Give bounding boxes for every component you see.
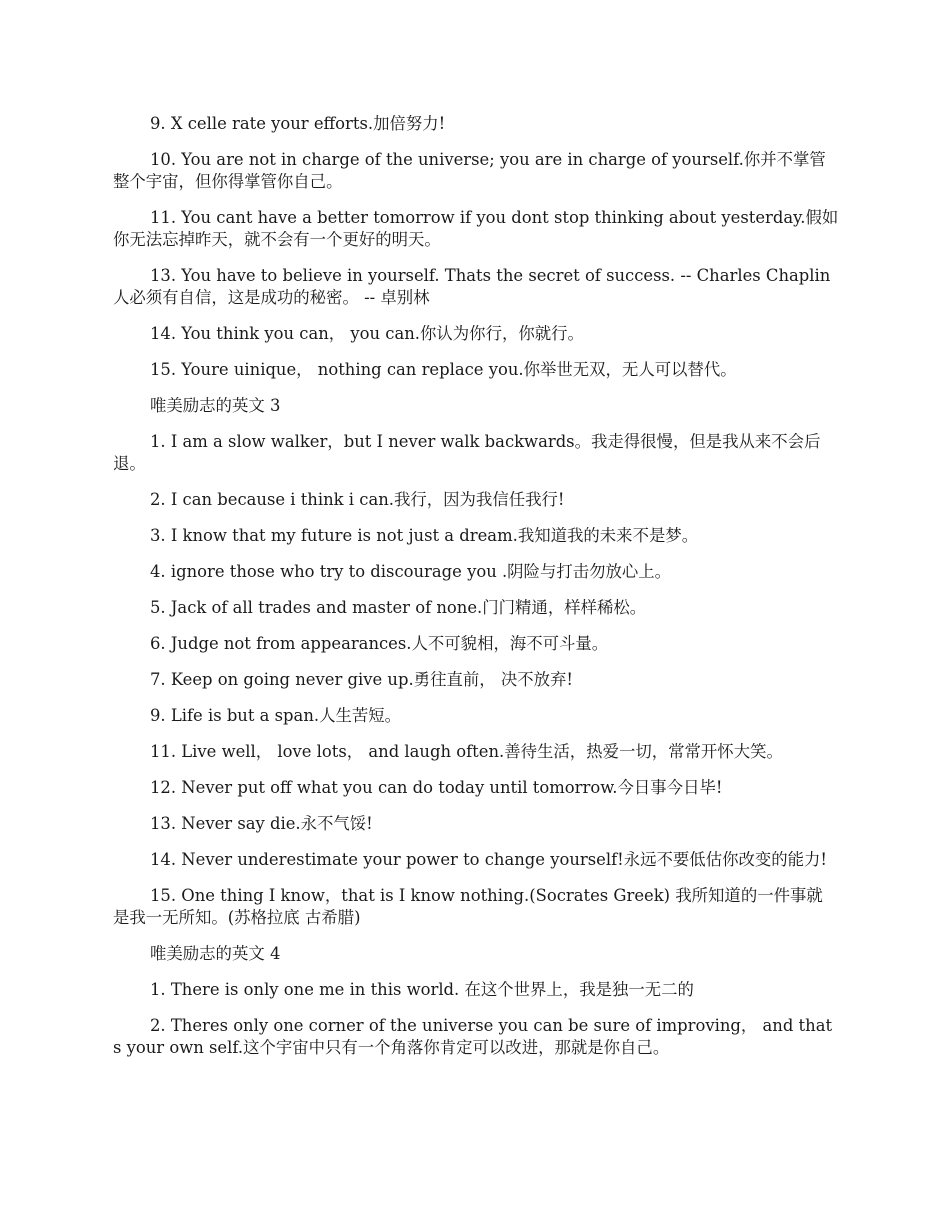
paragraph-quote: 14. Never underestimate your power to change yourself!永远不要低估你改变的能力! xyxy=(150,850,828,869)
paragraph-quote: 9. Life is but a span.人生苦短。 xyxy=(150,706,402,725)
paragraph-quote: 4. ignore those who try to discourage you .阴险与打击勿放心上。 xyxy=(150,562,672,581)
paragraph-quote: 2. Theres only one corner of the universe you can be sure of improving， and thats your own self.这个宇宙中只有一个角落你肯定可以改进，那就是你自己。 xyxy=(113,1016,833,1057)
paragraph-quote: 7. Keep on going never give up.勇往直前， 决不放弃! xyxy=(150,670,573,689)
paragraph-quote: 6. Judge not from appearances.人不可貌相，海不可斗量。 xyxy=(150,634,609,653)
paragraph-quote: 9. X celle rate your efforts.加倍努力! xyxy=(150,114,446,133)
paragraph-quote: 3. I know that my future is not just a dream.我知道我的未来不是梦。 xyxy=(150,526,699,545)
paragraph-quote: 1. I am a slow walker，but I never walk backwards。我走得很慢，但是我从来不会后退。 xyxy=(113,432,821,473)
section-heading: 唯美励志的英文 4 xyxy=(150,944,281,963)
paragraph-quote: 1. There is only one me in this world. 在这个世界上，我是独一无二的 xyxy=(150,980,694,999)
paragraph-quote: 5. Jack of all trades and master of none.门门精通，样样稀松。 xyxy=(150,598,647,617)
paragraph-quote: 15. Youre uinique， nothing can replace you.你举世无双，无人可以替代。 xyxy=(150,360,737,379)
paragraph-quote: 10. You are not in charge of the universe; you are in charge of yourself.你并不掌管整个宇宙，但你得掌管你自己。 xyxy=(113,150,826,191)
paragraph-quote: 11. Live well， love lots， and laugh often.善待生活，热爱一切，常常开怀大笑。 xyxy=(150,742,783,761)
paragraph-quote: 14. You think you can， you can.你认为你行，你就行。 xyxy=(150,324,584,343)
document-body xyxy=(113,113,839,1073)
paragraph-quote: 2. I can because i think i can.我行，因为我信任我行! xyxy=(150,490,565,509)
paragraph-quote: 11. You cant have a better tomorrow if you dont stop thinking about yesterday.假如你无法忘掉昨天，就不会有一个更好的明天。 xyxy=(113,208,839,249)
paragraph-quote: 15. One thing I know，that is I know nothing.(Socrates Greek) 我所知道的一件事就是我一无所知。(苏格拉底 古希腊) xyxy=(113,886,823,927)
paragraph-quote: 13. Never say die.永不气馁! xyxy=(150,814,373,833)
paragraph-quote: 12. Never put off what you can do today until tomorrow.今日事今日毕! xyxy=(150,778,723,797)
section-heading: 唯美励志的英文 3 xyxy=(150,396,281,415)
paragraph-quote: 13. You have to believe in yourself. Thats the secret of success. -- Charles Chaplin 人必须有自信，这是成功的秘密。 -- 卓别林 xyxy=(113,266,831,307)
